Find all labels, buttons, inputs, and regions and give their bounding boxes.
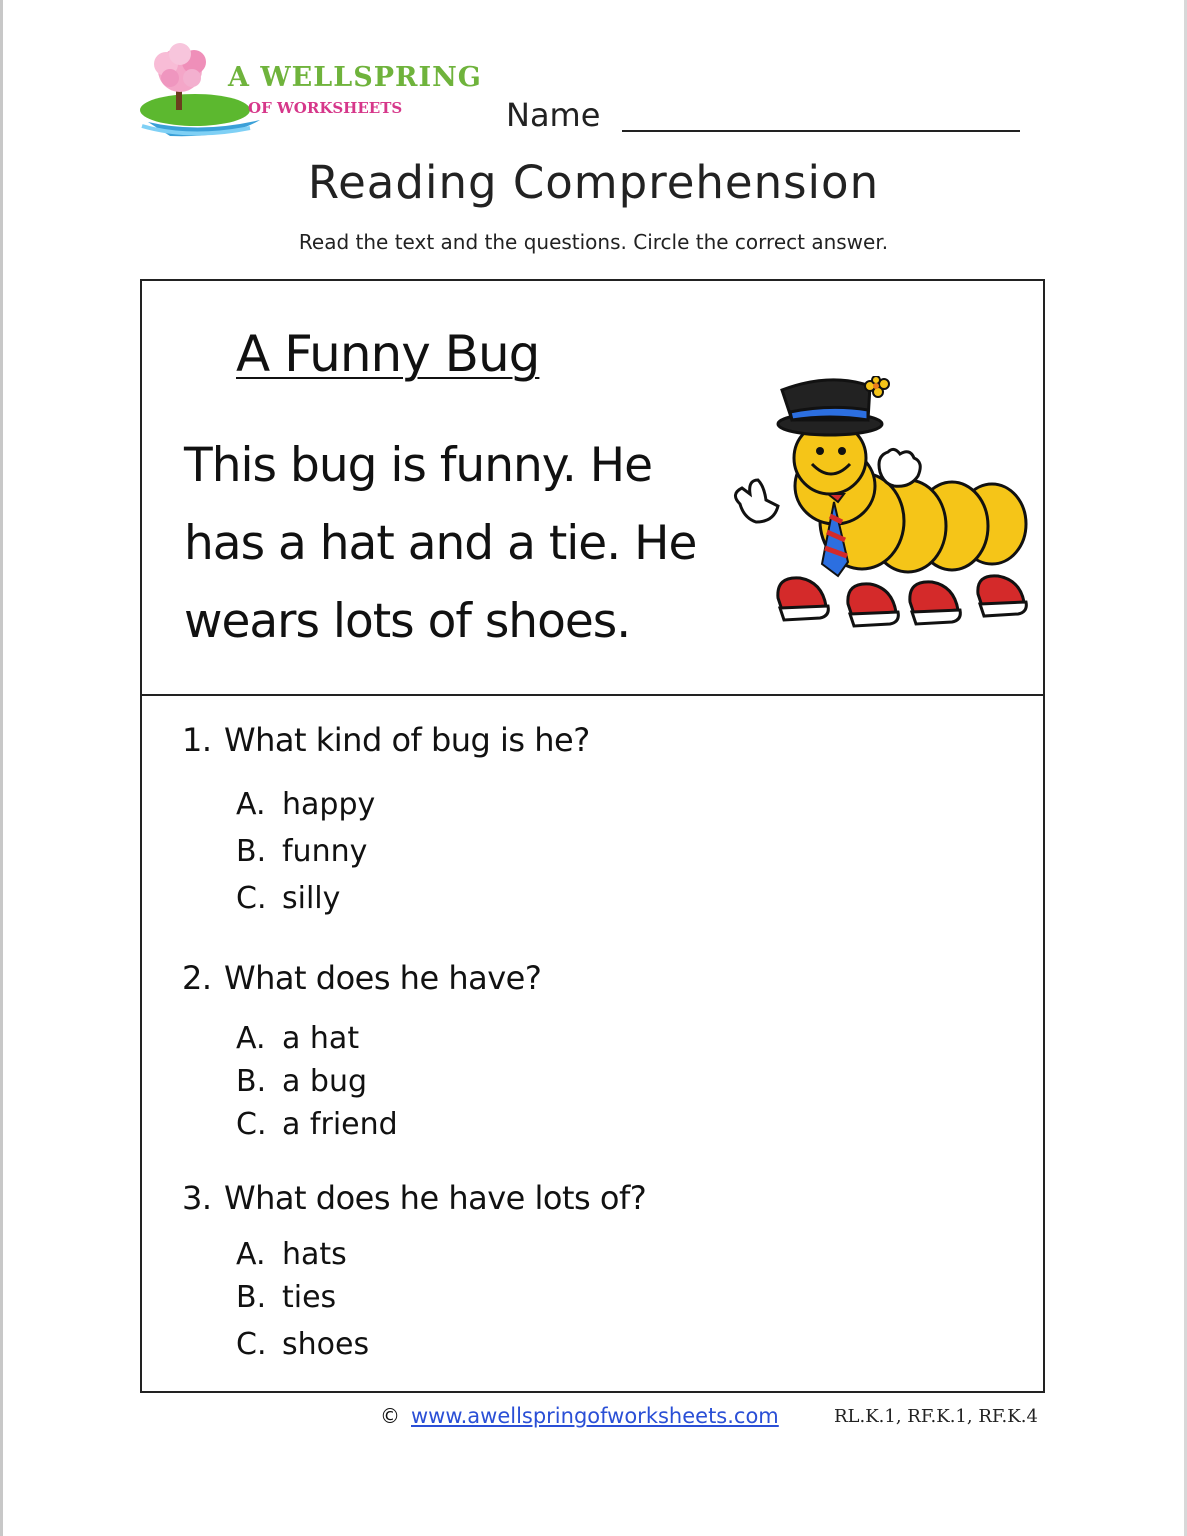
answer-option[interactable] <box>236 1327 369 1362</box>
option-letter: C. <box>236 881 267 916</box>
question-text: What does he have lots of? <box>224 1179 647 1217</box>
question-number: 2. <box>182 959 212 997</box>
question-3 <box>182 1179 646 1217</box>
option-letter: A. <box>236 1237 266 1272</box>
option-letter: C. <box>236 1107 267 1142</box>
option-text: a bug <box>282 1064 368 1099</box>
option-text: silly <box>282 881 341 916</box>
option-letter: A. <box>236 787 266 822</box>
story-line: This bug is funny. He <box>184 438 653 493</box>
option-text: hats <box>282 1237 347 1272</box>
option-text: a friend <box>282 1107 398 1142</box>
website-link[interactable]: www.awellspringofworksheets.com <box>411 1404 779 1428</box>
logo-text-line2: OF WORKSHEETS <box>248 99 403 117</box>
question-2 <box>182 959 541 997</box>
answer-option[interactable] <box>236 1021 359 1056</box>
logo-text-line1: A WELLSPRING <box>228 62 482 93</box>
option-letter: C. <box>236 1327 267 1362</box>
copyright-symbol: © <box>380 1404 400 1428</box>
page-title: Reading Comprehension <box>307 156 880 209</box>
option-letter: A. <box>236 1021 266 1056</box>
caterpillar-bug-icon <box>730 376 1035 651</box>
question-number: 3. <box>182 1179 212 1217</box>
answer-option[interactable] <box>236 1280 336 1315</box>
question-1 <box>182 721 590 759</box>
question-text: What kind of bug is he? <box>224 721 590 759</box>
story-line: has a hat and a tie. He <box>184 516 697 571</box>
standards-codes: RL.K.1, RF.K.1, RF.K.4 <box>834 1406 1038 1427</box>
answer-option[interactable] <box>236 787 375 822</box>
option-letter: B. <box>236 1280 267 1315</box>
section-divider <box>142 694 1043 696</box>
answer-option[interactable] <box>236 1064 367 1099</box>
option-text: happy <box>282 787 376 822</box>
story-text <box>184 427 704 661</box>
instructions: Read the text and the questions. Circle the correct answer. <box>298 230 889 254</box>
question-text: What does he have? <box>224 959 542 997</box>
option-text: a hat <box>282 1021 360 1056</box>
question-number: 1. <box>182 721 212 759</box>
option-text: shoes <box>282 1327 370 1362</box>
worksheet-box <box>140 279 1045 1393</box>
answer-option[interactable] <box>236 1237 347 1272</box>
answer-option[interactable] <box>236 881 340 916</box>
answer-option[interactable] <box>236 1107 398 1142</box>
option-letter: B. <box>236 1064 267 1099</box>
story-title: A Funny Bug <box>236 325 540 383</box>
name-field-line[interactable] <box>622 130 1020 132</box>
option-text: ties <box>282 1280 337 1315</box>
answer-option[interactable] <box>236 834 367 869</box>
story-line: wears lots of shoes. <box>184 594 631 649</box>
option-letter: B. <box>236 834 267 869</box>
name-label: Name <box>506 96 601 134</box>
logo <box>140 42 482 142</box>
option-text: funny <box>282 834 368 869</box>
